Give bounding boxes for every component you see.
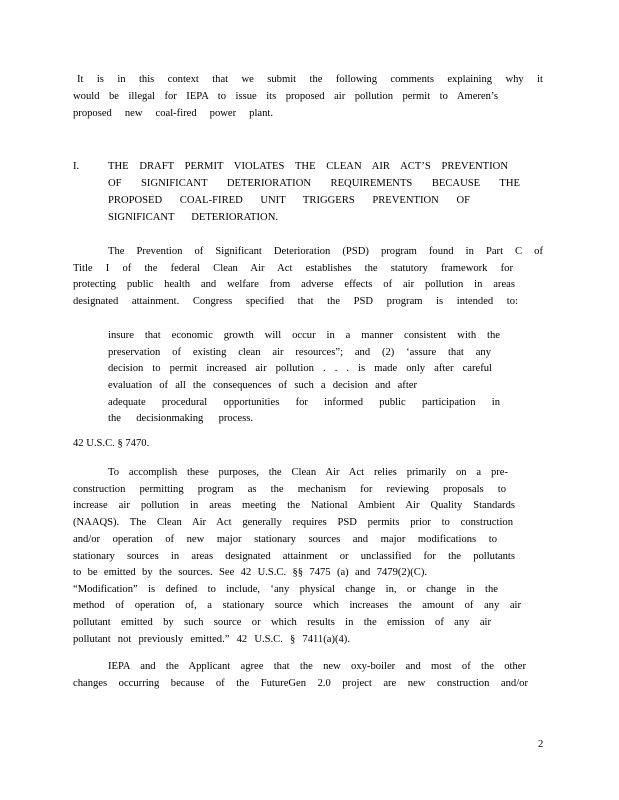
heading-line: SIGNIFICANT DETERIORATION. [108, 212, 278, 223]
quote-line: insure that economic growth will occur in a manner consistent with the [108, 330, 500, 341]
paragraph-line: and/or operation of new major stationary sources and major modifications to [73, 534, 497, 545]
quote-line: decision to permit increased air pollution . . . is made only after careful [108, 363, 492, 374]
intro-line: It is in this context that we submit the following comments explaining why it [77, 74, 543, 85]
paragraph-line: changes occurring because of the FutureGen 2.0 project are new construction and/or [73, 678, 528, 689]
paragraph-line: To accomplish these purposes, the Clean Air Act relies primarily on a pre- [108, 467, 508, 478]
quote-line: evaluation of all the consequences of such a decision and after [108, 380, 417, 391]
heading-number: I. [73, 161, 80, 172]
heading-line: OF SIGNIFICANT DETERIORATION REQUIREMENTS BECAUSE THE [108, 178, 520, 189]
paragraph-line: The Prevention of Significant Deterioration (PSD) program found in Part C of [108, 246, 543, 257]
paragraph-line: construction permitting program as the mechanism for reviewing proposals to [73, 484, 506, 495]
quote-line: preservation of existing clean air resources”; and (2) ‘assure that any [108, 347, 491, 358]
paragraph-line: protecting public health and welfare from adverse effects of air pollution in areas [73, 279, 515, 290]
heading-line: THE DRAFT PERMIT VIOLATES THE CLEAN AIR ACT’S PREVENTION [108, 161, 508, 172]
citation: 42 U.S.C. § 7470. [73, 438, 150, 449]
intro-line: would be illegal for IEPA to issue its proposed air pollution permit to Ameren’s [73, 91, 498, 102]
page-number: 2 [538, 739, 544, 750]
paragraph-line: designated attainment. Congress specified that the PSD program is intended to: [73, 296, 518, 307]
quote-line: adequate procedural opportunities for informed public participation in [108, 397, 500, 408]
paragraph-line: “Modification” is defined to include, ‘any physical change in, or change in the [73, 584, 498, 595]
heading-line: PROPOSED COAL-FIRED UNIT TRIGGERS PREVENTION OF [108, 195, 470, 206]
paragraph-line: (NAAQS). The Clean Air Act generally requires PSD permits prior to construction [73, 517, 513, 528]
paragraph-line: increase air pollution in areas meeting the National Ambient Air Quality Standards [73, 500, 515, 511]
intro-line: proposed new coal-fired power plant. [73, 108, 273, 119]
paragraph-line: pollutant not previously emitted.” 42 U.S.C. § 7411(a)(4). [73, 634, 350, 645]
paragraph-line: IEPA and the Applicant agree that the new oxy-boiler and most of the other [108, 661, 526, 672]
paragraph-line: method of operation of, a stationary source which increases the amount of any air [73, 600, 521, 611]
paragraph-line: stationary sources in areas designated attainment or unclassified for the pollutants [73, 551, 515, 562]
paragraph-line: pollutant emitted by such source or which results in the emission of any air [73, 617, 491, 628]
paragraph-line: Title I of the federal Clean Air Act establishes the statutory framework for [73, 263, 513, 274]
quote-line: the decisionmaking process. [108, 413, 253, 424]
paragraph-line: to be emitted by the sources. See 42 U.S.C. §§ 7475 (a) and 7479(2)(C). [73, 567, 427, 578]
